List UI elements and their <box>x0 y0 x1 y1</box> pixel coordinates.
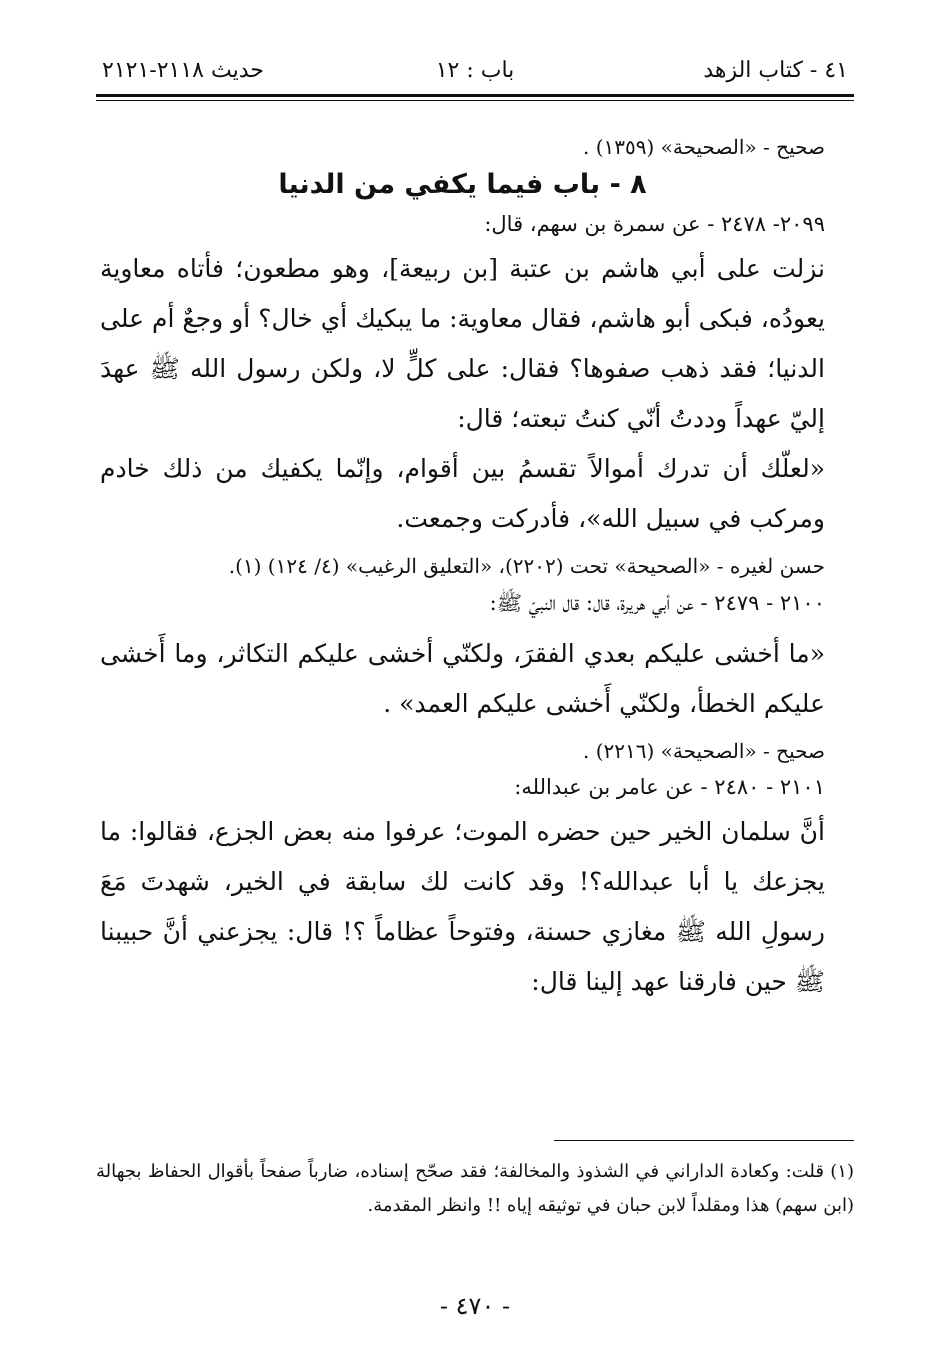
previous-hadith-grade: صحيح - «الصحيحة» (١٣٥٩) . <box>582 135 825 159</box>
header-section: باب : ١٢ <box>435 58 515 83</box>
hadith-2099-heading: ٢٠٩٩- ٢٤٧٨ - عن سمرة بن سهم، قال: <box>484 212 825 236</box>
hadith-2100-text: «ما أخشى عليكم بعدي الفقرَ، ولكنّي أخشى عليكم التكاثر، وما أَخشى عليكم الخطأ، ولكنّي أَخشى عليكم العمد» . <box>100 639 825 718</box>
page-number: - ٤٧٠ - <box>439 1292 511 1320</box>
header-hadith-range: حديث ٢١١٨-٢١٢١ <box>102 58 264 83</box>
running-header <box>96 58 854 90</box>
hadith-2100-heading: ٢١٠٠ - ٢٤٧٩ - عن أبي هريرة، قال: قال النبيّ ﷺ: <box>489 591 825 615</box>
main-text <box>100 125 825 1007</box>
header-rule-thick <box>96 94 854 97</box>
hadith-2099-text: نزلت على أبي هاشم بن عتبة [بن ربيعة]، وهو مطعون؛ فأتاه معاوية يعودُه، فبكى أبو هاشم، فقال معاوية: ما يبكيك أي خال؟ أو وجعٌ أم على الدنيا؛ فقد ذهب صفوها؟ فقال: على كلٍّ لا، ولكن رسول الله ﷺ عهدَ إليّ عهداً وددتُ أنّي كنتُ تبعته؛ قال: <box>100 254 825 433</box>
hadith-2099-grade: حسن لغيره - «الصحيحة» تحت (٢٢٠٢)، «التعليق الرغيب» (٤/ ١٢٤) (١). <box>228 554 825 578</box>
chapter-title: ٨ - باب فيما يكفي من الدنيا <box>278 169 647 200</box>
hadith-2100-grade: صحيح - «الصحيحة» (٢٢١٦) . <box>582 739 825 763</box>
header-chapter: ٤١ - كتاب الزهد <box>703 58 848 83</box>
footnote: (١) قلت: وكعادة الداراني في الشذوذ والمخالفة؛ فقد صحّح إسناده، ضارباً صفحاً بأقوال الحفاظ بجهالة (ابن سهم) هذا ومقلداً لابن حبان في توثيقه إياه !! وانظر المقدمة. <box>96 1161 854 1216</box>
hadith-2101-text: أنَّ سلمان الخير حين حضره الموت؛ عرفوا منه بعض الجزع، فقالوا: ما يجزعك يا أبا عبدالله؟! وقد كانت لك سابقة في الخير، شهدتَ مَعَ رسولِ الله ﷺ مغازي حسنة، وفتوحاً عظاماً ؟! قال: يجزعني أنَّ حبيبنا ﷺ حين فارقنا عهد إلينا قال: <box>100 817 825 996</box>
hadith-2101-heading: ٢١٠١ - ٢٤٨٠ - عن عامر بن عبدالله: <box>514 775 825 799</box>
hadith-2099-quote: «لعلّك أن تدرك أموالاً تقسمُ بين أقوام، وإنّما يكفيك من ذلك خادم ومركب في سبيل الله»، فأدركت وجمعت. <box>100 454 825 533</box>
header-rule-thin <box>96 100 854 101</box>
footnote-separator <box>554 1140 854 1141</box>
